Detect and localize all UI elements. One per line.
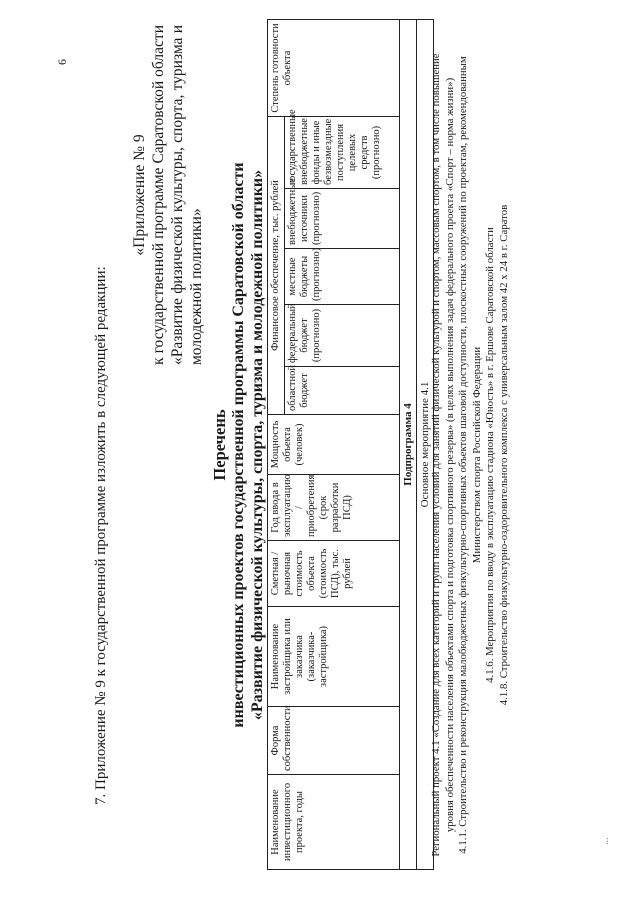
list-title-main: Перечень bbox=[210, 409, 229, 481]
corner-mark: ... bbox=[600, 837, 611, 845]
col-header-readiness: Степень готовности объекта bbox=[268, 19, 400, 116]
appendix-body: к государственной программе Саратовской области «Развитие физической культуры, спорта, туризма и молодежной политики» bbox=[150, 25, 205, 365]
col-header-state-funds: государственные внебюджетные фонды и иные безвозмездные поступления целевых средств (прогнозно) bbox=[285, 116, 400, 188]
list-title-line2: инвестиционных проектов государственной программы Саратовской области bbox=[230, 162, 247, 728]
note-4-1-1: 4.1.1. Строительство и реконструкция малобюджетных физкультурно-спортивных объектов шаговой доступности, плоскостных сооружений по проектам, рекомендованным Министерством спорта Российской Федерации bbox=[457, 56, 483, 854]
investment-projects-table bbox=[267, 19, 434, 870]
col-header-developer: Наименование застройщика или заказчика (заказчика-застройщика) bbox=[268, 607, 400, 707]
amendment-instruction: 7. Приложение № 9 к государственной программе изложить в следующей редакции: bbox=[93, 266, 109, 805]
subprogram-row: Подпрограмма 4 bbox=[400, 19, 417, 869]
col-header-extrabudget: внебюджетные источники (прогнозно) bbox=[285, 189, 400, 249]
col-header-cost: Сметная / рыночная стоимость объекта (стоимость ПСД), тыс. рублей bbox=[268, 541, 400, 607]
col-header-capacity: Мощность объекта (человек) bbox=[268, 415, 400, 475]
project-notes bbox=[430, 40, 511, 870]
page-number: 6 bbox=[55, 59, 69, 65]
table-row bbox=[400, 19, 417, 869]
note-regional-project: Региональный проект 4.1 «Создание для всех категорий и групп населения условий для занятий физической культурой и спортом, массовым спортом, в том числе повышение уровня обеспеченности населения объектами спорта и подготовка спортивного резерва» (в целях выполнения задач федерального проекта «Спорт – норма жизни») bbox=[430, 53, 456, 857]
note-4-1-8: 4.1.8. Строительство физкультурно-оздоровительного комплекса с универсальным залом 42 х 24 в г. Саратов bbox=[497, 204, 510, 706]
list-title-line3: «Развитие физической культуры, спорта, туризма и молодежной политики» bbox=[249, 169, 266, 721]
col-header-financing: Финансовое обеспечение, тыс. рублей bbox=[268, 116, 285, 414]
appendix-header bbox=[130, 25, 206, 365]
table-header-row bbox=[268, 19, 285, 869]
note-4-1-6: 4.1.6. Мероприятия по вводу в эксплуатацию стадиона «Юность» в г. Ершове Саратовской области bbox=[484, 227, 496, 683]
col-header-name: Наименование инвестиционного проекта, годы bbox=[268, 775, 400, 870]
col-header-local: местные бюджеты (прогнозно) bbox=[285, 249, 400, 305]
col-header-federal: федеральный бюджет (прогнозно) bbox=[285, 305, 400, 367]
col-header-year: Год ввода в эксплуатацию / приобретения (срок разработки ПСД) bbox=[268, 475, 400, 541]
col-header-regional: областной бюджет bbox=[285, 367, 400, 415]
list-title bbox=[210, 45, 267, 845]
main-event-row: Основное мероприятие 4.1 bbox=[417, 19, 434, 869]
col-header-form: Форма собственности bbox=[268, 707, 400, 775]
appendix-title: «Приложение № 9 bbox=[131, 134, 148, 256]
